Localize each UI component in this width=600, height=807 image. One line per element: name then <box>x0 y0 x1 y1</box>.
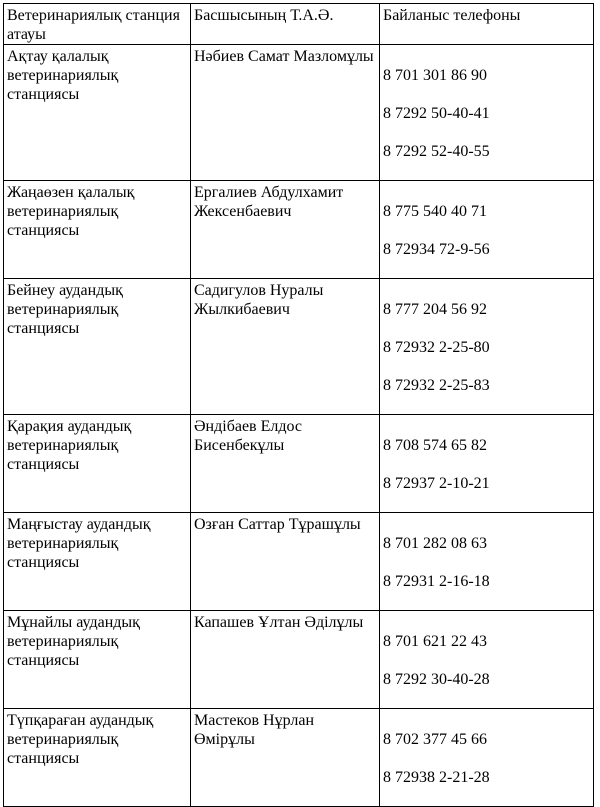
table-row <box>4 709 594 807</box>
station-name-cell: Ақтау қалалық ветеринариялық станциясы <box>4 45 191 181</box>
phone-number: 8 72937 2-10-21 <box>383 475 490 492</box>
veterinary-stations-table <box>3 3 594 807</box>
station-name-cell: Маңғыстау аудандық ветеринариялық станциясы <box>4 513 191 611</box>
station-name-cell: Жаңаөзен қалалық ветеринариялық станциясы <box>4 181 191 279</box>
phone-number: 8 72932 2-25-80 <box>383 339 490 356</box>
phone-cell <box>380 279 594 415</box>
phone-cell <box>380 611 594 709</box>
phone-number: 8 7292 50-40-41 <box>383 105 490 122</box>
table-row <box>4 181 594 279</box>
header-head-name: Басшысының Т.А.Ә. <box>191 4 380 45</box>
head-name-cell: Садигулов Нуралы Жылкибаевич <box>191 279 380 415</box>
phone-number: 8 72938 2-21-28 <box>383 769 490 786</box>
station-name-cell: Бейнеу аудандық ветеринариялық станциясы <box>4 279 191 415</box>
phone-number: 8 7292 30-40-28 <box>383 671 490 688</box>
phone-number: 8 7292 52-40-55 <box>383 143 490 160</box>
phone-number: 8 701 621 22 43 <box>383 633 487 650</box>
table-row <box>4 513 594 611</box>
head-name-cell: Нәбиев Самат Мазломұлы <box>191 45 380 181</box>
phone-number: 8 701 301 86 90 <box>383 67 487 84</box>
phone-number: 8 775 540 40 71 <box>383 203 487 220</box>
table-row <box>4 611 594 709</box>
phone-number: 8 701 282 08 63 <box>383 535 487 552</box>
phone-cell <box>380 709 594 807</box>
header-station-name: Ветеринариялық станция атауы <box>4 4 191 45</box>
station-name-cell: Қарақия аудандық ветеринариялық станциясы <box>4 415 191 513</box>
head-name-cell: Озған Саттар Тұрашұлы <box>191 513 380 611</box>
table-row <box>4 279 594 415</box>
phone-number: 8 72931 2-16-18 <box>383 573 490 590</box>
phone-number: 8 708 574 65 82 <box>383 437 487 454</box>
phone-cell <box>380 415 594 513</box>
table-row <box>4 45 594 181</box>
table-row <box>4 415 594 513</box>
phone-number: 8 72932 2-25-83 <box>383 377 490 394</box>
head-name-cell: Ергалиев Абдулхамит Жексенбаевич <box>191 181 380 279</box>
phone-number: 8 702 377 45 66 <box>383 731 487 748</box>
head-name-cell: Әндібаев Елдос Бисенбекұлы <box>191 415 380 513</box>
phone-cell <box>380 513 594 611</box>
phone-cell <box>380 181 594 279</box>
head-name-cell: Капашев Ұлтан Әділұлы <box>191 611 380 709</box>
header-contact-phone: Байланыс телефоны <box>380 4 594 45</box>
phone-number: 8 777 204 56 92 <box>383 301 487 318</box>
phone-number: 8 72934 72-9-56 <box>383 241 490 258</box>
station-name-cell: Түпқараған аудандық ветеринариялық станциясы <box>4 709 191 807</box>
head-name-cell: Мастеков Нұрлан Өмірұлы <box>191 709 380 807</box>
station-name-cell: Мұнайлы аудандық ветеринариялық станциясы <box>4 611 191 709</box>
phone-cell <box>380 45 594 181</box>
table-header-row <box>4 4 594 45</box>
